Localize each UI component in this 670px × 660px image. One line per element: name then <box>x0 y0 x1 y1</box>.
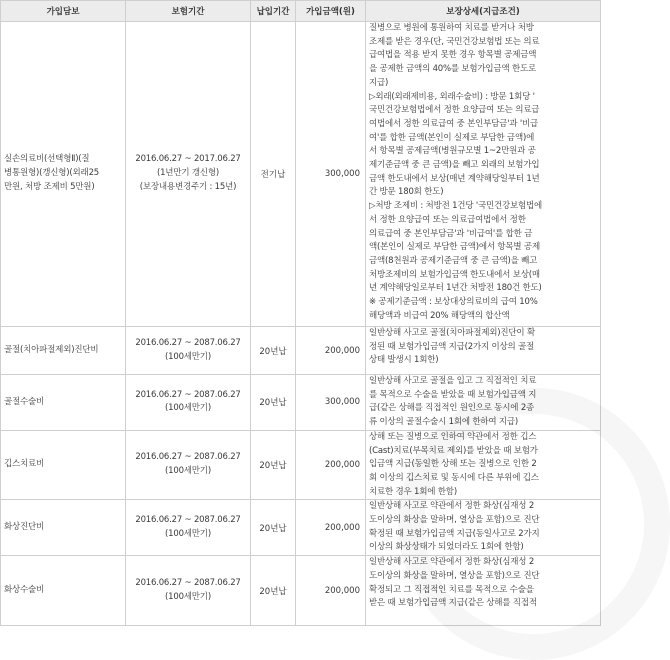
coverage-detail-line: 금액(8천원과 공제기준금액 중 큰 금액)을 빼고 <box>369 255 538 266</box>
table-row <box>1 327 601 375</box>
coverage-detail-line: 정된 때 보험가입금액 지급(2가지 이상의 골절 <box>369 341 535 352</box>
insurance-period <box>126 430 251 500</box>
coverage-detail-line: 상태 발생시 1회한) <box>369 355 439 366</box>
header-coverage-name: 가입담보 <box>1 1 126 22</box>
insurance-period-line: (100세만기) <box>165 403 211 414</box>
payment-period: 20년납 <box>251 430 296 500</box>
coverage-detail <box>366 375 601 431</box>
coverage-detail-line: 여'를 합한 금액(본인이 실제로 부담한 금액)에 <box>369 132 535 143</box>
table-row <box>1 430 601 500</box>
coverage-detail-line: 조제를 받은 경우(단, 국민건강보험법 또는 의료 <box>369 36 540 47</box>
insurance-period-line: (100세만기) <box>165 591 211 602</box>
coverage-detail-line: 도이상의 화상을 말하며, 열상을 포함)으로 진단 <box>369 570 540 581</box>
coverage-name-line: 골절(치아파절제외)진단비 <box>4 344 99 355</box>
header-amount: 가입금액(원) <box>296 1 366 22</box>
coverage-detail-line: 류 이상의 골절수술시 1회에 한하여 지급) <box>369 417 519 428</box>
coverage-detail <box>366 22 601 327</box>
coverage-name <box>1 327 126 375</box>
insurance-period-line: (100세만기) <box>165 466 211 477</box>
coverage-detail-line: 이상의 화상상태가 되었더라도 1회에 한함) <box>369 542 524 553</box>
header-insurance-period: 보험기간 <box>126 1 251 22</box>
coverage-detail-line: 여법에서 정한 의료급여 중 본인부담금'과 '비급 <box>369 118 538 129</box>
payment-period: 20년납 <box>251 375 296 431</box>
coverage-name-line: 깁스치료비 <box>4 459 45 470</box>
coverage-detail <box>366 430 601 500</box>
coverage-amount: 200,000 <box>296 430 366 500</box>
coverage-detail-line: 제기준금액 중 큰 금액)을 빼고 외래의 보험가입 <box>369 160 540 171</box>
coverage-detail-line: 일반상해 사고로 골절을 입고 그 직접적인 치료 <box>369 376 537 386</box>
payment-period: 20년납 <box>251 327 296 375</box>
coverage-detail-line: 급(같은 상해를 직접적인 원인으로 동시에 2종 <box>369 403 535 414</box>
coverage-name-line: 병통원형)(갱신형)(외래25 <box>4 168 99 179</box>
coverage-name <box>1 375 126 431</box>
coverage-detail-line: 받은 때 보험가입금액 지급(같은 상해를 직접적 <box>369 598 537 609</box>
table-header-row <box>1 1 601 22</box>
coverage-name-line: 실손의료비(선택형Ⅱ)(질 <box>4 154 90 165</box>
coverage-name <box>1 22 126 327</box>
insurance-period-line: (보장내용변경주기 : 15년) <box>139 181 237 192</box>
coverage-detail-line: 회 이상의 깁스치료 및 동시에 다른 부위에 깁스 <box>369 472 539 483</box>
insurance-period <box>126 556 251 626</box>
coverage-detail-line: 년 계약해당일로부터 1년간 처방전 180건 한도) <box>369 283 542 294</box>
coverage-detail-line: 의료급여 중 본인부담금'과 '비급여'를 합한 금 <box>369 228 533 239</box>
coverage-detail <box>366 556 601 626</box>
insurance-period-line: (1년만기 갱신형) <box>156 168 219 179</box>
payment-period: 20년납 <box>251 500 296 556</box>
coverage-detail-line: 입금액 지급(동일한 상해 또는 질병으로 인한 2 <box>369 459 537 470</box>
table-row <box>1 22 601 327</box>
coverage-name-line: 골절수술비 <box>4 396 45 407</box>
coverage-detail-line: 질병으로 병원에 통원하여 치료를 받거나 처방 <box>369 23 534 33</box>
coverage-detail-line: 액(본인이 실제로 부담한 금액)에서 항목별 공제 <box>369 242 540 253</box>
coverage-detail-line: 처방조제비의 보험가입금액 한도내에서 보상(매 <box>369 269 540 280</box>
coverage-name <box>1 500 126 556</box>
table-row <box>1 500 601 556</box>
insurance-period-line: (100세만기) <box>165 528 211 539</box>
insurance-period-line: 2016.06.27 ~ 2087.06.27 <box>135 389 241 400</box>
coverage-detail-line: (Cast)치료(부목치료 제외)를 받았을 때 보험가 <box>369 445 538 456</box>
insurance-period <box>126 500 251 556</box>
coverage-detail-line: 금액 한도내에서 보상(매년 계약해당일부터 1년 <box>369 173 540 184</box>
insurance-period <box>126 22 251 327</box>
coverage-detail-line: 간 방문 180회 한도) <box>369 187 444 198</box>
coverage-detail-line: 를 목적으로 수술을 받았을 때 보험가입금액 지 <box>369 389 537 400</box>
coverage-detail-line: 지급) <box>369 77 389 88</box>
coverage-name-line: 화상수술비 <box>4 584 45 595</box>
payment-period: 20년납 <box>251 556 296 626</box>
coverage-detail-line: ▷처방 조제비 : 처방전 1건당 '국민건강보험법에 <box>369 201 543 212</box>
coverage-detail <box>366 500 601 556</box>
coverage-detail-line: 을 공제한 금액의 40%를 보험가입금액 한도로 <box>369 64 536 75</box>
coverage-detail-line: ※ 공제기준금액 : 보상대상의료비의 급여 10% <box>369 297 538 308</box>
insurance-period <box>126 327 251 375</box>
coverage-detail-line: 상해 또는 질병으로 인하여 약관에서 정한 깁스 <box>369 431 537 442</box>
coverage-detail-line: 일반상해 사고로 약관에서 정한 화상(심재성 2 <box>369 557 535 568</box>
payment-period: 전기납 <box>251 22 296 327</box>
coverage-amount: 200,000 <box>296 327 366 375</box>
coverage-detail-line: 일반상해 사고로 골절(치아파절제외)진단이 확 <box>369 328 535 338</box>
header-payment-period: 납입기간 <box>251 1 296 22</box>
coverage-detail-line: 급여법을 적용 받지 못한 경우 항목별 공제금액 <box>369 50 537 61</box>
coverage-amount: 200,000 <box>296 556 366 626</box>
insurance-period-line: 2016.06.27 ~ 2087.06.27 <box>135 515 241 526</box>
coverage-detail-line: 일반상해 사고로 약관에서 정한 화상(심재성 2 <box>369 501 535 512</box>
coverage-detail-line: 국민건강보험법에서 정한 요양급여 또는 의료급 <box>369 105 540 116</box>
insurance-period <box>126 375 251 431</box>
coverage-detail-line: 해당액과 비급여 20% 해당액의 합산액 <box>369 310 510 321</box>
insurance-period-line: 2016.06.27 ~ 2087.06.27 <box>135 577 241 588</box>
table-row <box>1 556 601 626</box>
coverage-name <box>1 556 126 626</box>
coverage-name-line: 만원, 처방 조제비 5만원) <box>4 181 95 192</box>
insurance-period-line: 2016.06.27 ~ 2087.06.27 <box>135 452 241 463</box>
coverage-detail-line: 확정된 때 보험가입금액 지급(동일사고로 2가지 <box>369 528 540 539</box>
coverage-amount: 200,000 <box>296 500 366 556</box>
insurance-period-line: (100세만기) <box>165 351 211 362</box>
header-coverage-detail: 보장상세(지급조건) <box>366 1 601 22</box>
coverage-detail-line: 확정되고 그 직접적인 치료를 목적으로 수술을 <box>369 584 534 595</box>
coverage-detail-line: 도이상의 화상을 말하며, 열상을 포함)으로 진단 <box>369 515 540 526</box>
coverage-detail-line: 서 항목별 공제금액(병원규모별 1~2만원과 공 <box>369 146 536 157</box>
table-row <box>1 375 601 431</box>
coverage-detail <box>366 327 601 375</box>
coverage-name-line: 화상진단비 <box>4 521 45 532</box>
coverage-name <box>1 430 126 500</box>
coverage-amount: 300,000 <box>296 22 366 327</box>
insurance-period-line: 2016.06.27 ~ 2087.06.27 <box>135 337 241 348</box>
insurance-period-line: 2016.06.27 ~ 2017.06.27 <box>135 154 241 165</box>
coverage-detail-line: 서 정한 요양급여 또는 의료급여법에서 정한 <box>369 214 526 225</box>
coverage-amount: 300,000 <box>296 375 366 431</box>
coverage-detail-line: ▷외래(외래제비용, 외래수술비) : 방문 1회당 ' <box>369 91 535 102</box>
coverage-detail-line: 치료한 경우 1회에 한함) <box>369 486 457 497</box>
table-body <box>1 22 601 626</box>
